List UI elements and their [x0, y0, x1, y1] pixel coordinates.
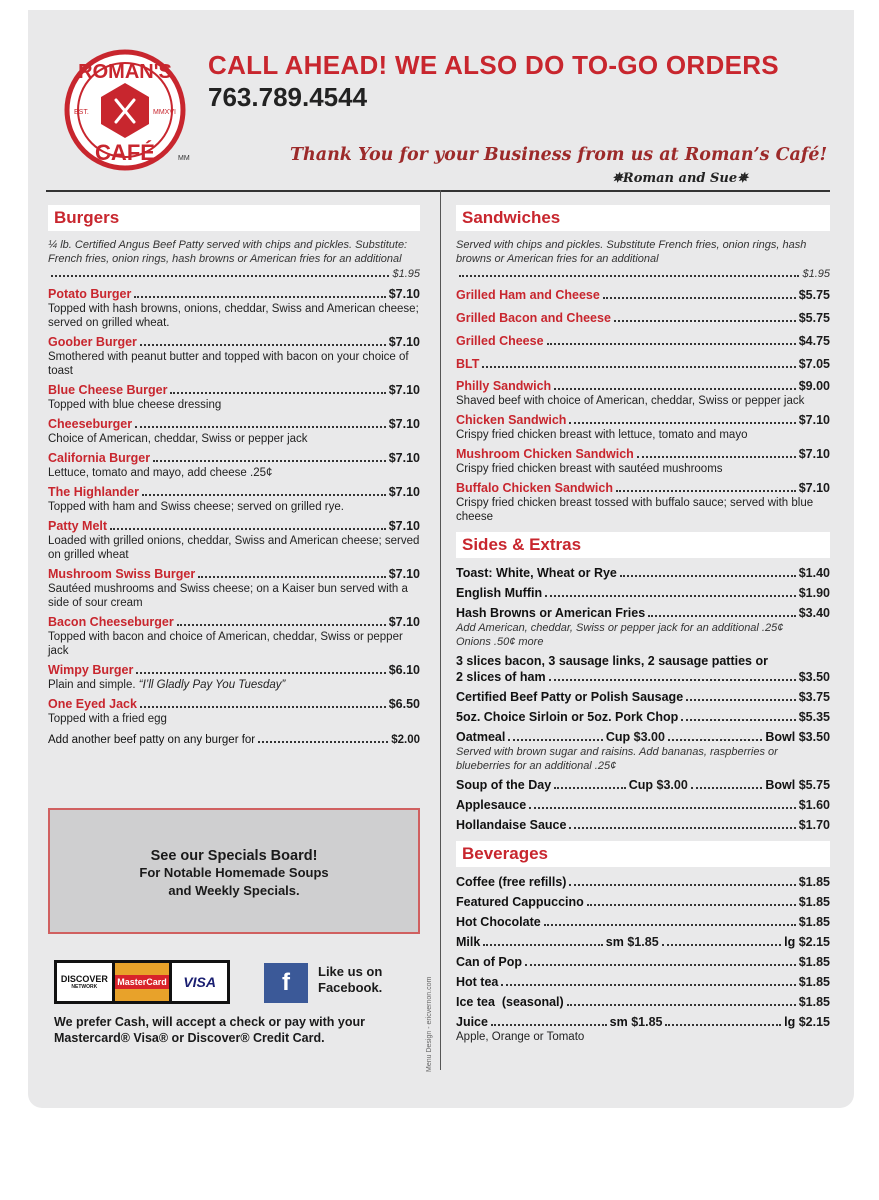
menu-item-blt[interactable]: BLT $7.05 — [456, 357, 830, 371]
menu-item-featured-cappuccino[interactable]: Featured Cappuccino $1.85 — [456, 895, 830, 909]
menu-item-juice[interactable]: Juice sm $1.85 lg $2.15 Apple, Orange or Tomato — [456, 1015, 830, 1043]
sandwiches-heading: Sandwiches — [456, 205, 830, 231]
signature: ✵Roman and Sue✵ — [612, 171, 749, 186]
menu-item-chicken-sandwich[interactable]: Chicken Sandwich $7.10 Crispy fried chicken breast with lettuce, tomato and mayo — [456, 413, 830, 441]
menu-item-the-highlander[interactable]: The Highlander $7.10 Topped with ham and Swiss cheese; served on grilled rye. — [48, 485, 420, 513]
menu-item-toast[interactable]: Toast: White, Wheat or Rye $1.40 — [456, 566, 830, 580]
visa-logo: VISA — [172, 963, 227, 1001]
menu-item-one-eyed-jack[interactable]: One Eyed Jack $6.50 Topped with a fried egg — [48, 697, 420, 725]
logo-mark: MM — [178, 155, 190, 162]
menu-item-grilled-bacon-and-cheese[interactable]: Grilled Bacon and Cheese $5.75 — [456, 311, 830, 325]
menu-item-grilled-cheese[interactable]: Grilled Cheese $4.75 — [456, 334, 830, 348]
phone-number: 763.789.4544 — [208, 82, 368, 112]
mastercard-logo: MasterCard — [115, 963, 170, 1001]
menu-item-philly-sandwich[interactable]: Philly Sandwich $9.00 Shaved beef with choice of American, cheddar, Swiss or pepper jack — [456, 379, 830, 407]
menu-item-breakfast-meats[interactable]: 3 slices bacon, 3 sausage links, 2 sausage patties or 2 slices of ham $3.50 — [456, 654, 830, 684]
logo-year: MMXVI — [153, 109, 176, 116]
header-divider — [46, 190, 830, 192]
menu-item-goober-burger[interactable]: Goober Burger $7.10 Smothered with peanut butter and topped with bacon on your choice of toast — [48, 335, 420, 377]
right-column — [456, 205, 830, 1048]
menu-item-sirloin-or-pork-chop[interactable]: 5oz. Choice Sirloin or 5oz. Pork Chop $5.35 — [456, 710, 830, 724]
menu-item-patty-melt[interactable]: Patty Melt $7.10 Loaded with grilled onions, cheddar, Swiss and American cheese; served on grilled wheat — [48, 519, 420, 561]
discover-logo: DISCOVER NETWORK — [57, 963, 112, 1001]
sandwiches-intro: Served with chips and pickles. Substitute French fries, onion rings, hash browns or American fries for an additional $1.95 — [456, 239, 830, 280]
specials-line-2: For Notable Homemade Soups — [139, 865, 329, 880]
menu-item-buffalo-chicken-sandwich[interactable]: Buffalo Chicken Sandwich $7.10 Crispy fried chicken breast tossed with buffalo sauce; served with blue cheese — [456, 481, 830, 523]
burgers-section — [48, 205, 420, 752]
menu-item-can-of-pop[interactable]: Can of Pop $1.85 — [456, 955, 830, 969]
specials-board-box — [48, 808, 420, 934]
specials-heading: See our Specials Board! — [150, 848, 318, 864]
menu-item-applesauce[interactable]: Applesauce $1.60 — [456, 798, 830, 812]
design-credit: Menu Design - ericvernon.com — [426, 976, 433, 1072]
menu-item-blue-cheese-burger[interactable]: Blue Cheese Burger $7.10 Topped with blue cheese dressing — [48, 383, 420, 411]
beverages-heading: Beverages — [456, 841, 830, 867]
burgers-intro: ¼ lb. Certified Angus Beef Patty served with chips and pickles. Substitute: French fries, onion rings, hash browns or American fries for an additional $1.95 — [48, 239, 420, 280]
menu-item-hollandaise-sauce[interactable]: Hollandaise Sauce $1.70 — [456, 818, 830, 832]
menu-item-mushroom-swiss-burger[interactable]: Mushroom Swiss Burger $7.10 Sautéed mushrooms and Swiss cheese; on a Kaiser bun served with a side of sour cream — [48, 567, 420, 609]
menu-item-hot-chocolate[interactable]: Hot Chocolate $1.85 — [456, 915, 830, 929]
menu-item-potato-burger[interactable]: Potato Burger $7.10 Topped with hash browns, onions, cheddar, Swiss and American cheese; served on grilled wheat. — [48, 287, 420, 329]
column-divider — [440, 190, 441, 1070]
sides-heading: Sides & Extras — [456, 532, 830, 558]
menu-item-soup-of-the-day[interactable]: Soup of the Day Cup $3.00 Bowl $5.75 — [456, 778, 831, 792]
menu-item-milk[interactable]: Milk sm $1.85 lg $2.15 — [456, 935, 830, 949]
menu-item-cheeseburger[interactable]: Cheeseburger $7.10 Choice of American, cheddar, Swiss or pepper jack — [48, 417, 420, 445]
logo-top-text: ROMAN'S — [78, 61, 172, 83]
logo-bottom-text: CAFÉ — [95, 140, 155, 165]
facebook-icon[interactable]: f — [264, 963, 308, 1003]
romans-cafe-logo — [50, 48, 200, 176]
menu-item-english-muffin[interactable]: English Muffin $1.90 — [456, 586, 830, 600]
thank-you-note: Thank You for your Business from us at Roman’s Café! — [290, 145, 828, 165]
menu-item-oatmeal[interactable]: Oatmeal Cup $3.00 Bowl $3.50 Served with brown sugar and raisins. Add bananas, raspberries or blueberries for an additional .25¢ — [456, 730, 831, 772]
payment-note: We prefer Cash, will accept a check or pay with your Mastercard® Visa® or Discover® Credit Card. — [54, 1015, 365, 1045]
burgers-heading: Burgers — [48, 205, 420, 231]
menu-item-ice-tea[interactable]: Ice tea (seasonal) $1.85 — [456, 995, 830, 1009]
specials-line-3: and Weekly Specials. — [168, 883, 300, 898]
menu-item-california-burger[interactable]: California Burger $7.10 Lettuce, tomato and mayo, add cheese .25¢ — [48, 451, 420, 479]
menu-item-mushroom-chicken-sandwich[interactable]: Mushroom Chicken Sandwich $7.10 Crispy fried chicken breast with sautéed mushrooms — [456, 447, 830, 475]
facebook-like-text[interactable]: Like us on Facebook. — [318, 964, 383, 995]
credit-card-logos — [54, 960, 230, 1004]
menu-item-grilled-ham-and-cheese[interactable]: Grilled Ham and Cheese $5.75 — [456, 288, 830, 302]
menu-item-beef-patty-or-sausage[interactable]: Certified Beef Patty or Polish Sausage $3.75 — [456, 690, 830, 704]
menu-item-wimpy-burger[interactable]: Wimpy Burger $6.10 Plain and simple. “I’ll Gladly Pay You Tuesday” — [48, 663, 420, 691]
menu-item-bacon-cheeseburger[interactable]: Bacon Cheeseburger $7.10 Topped with bacon and choice of American, cheddar, Swiss or pepper jack — [48, 615, 420, 657]
menu-item-hash-browns[interactable]: Hash Browns or American Fries $3.40 Add American, cheddar, Swiss or pepper jack for an additional .25¢ Onions .50¢ more — [456, 606, 830, 648]
call-ahead-heading: CALL AHEAD! WE ALSO DO TO-GO ORDERS — [208, 50, 779, 80]
logo-est: EST. — [74, 109, 89, 116]
menu-item-hot-tea[interactable]: Hot tea $1.85 — [456, 975, 830, 989]
menu-item-coffee[interactable]: Coffee (free refills) $1.85 — [456, 875, 830, 889]
add-patty-option: Add another beef patty on any burger for $2.00 — [48, 734, 420, 746]
